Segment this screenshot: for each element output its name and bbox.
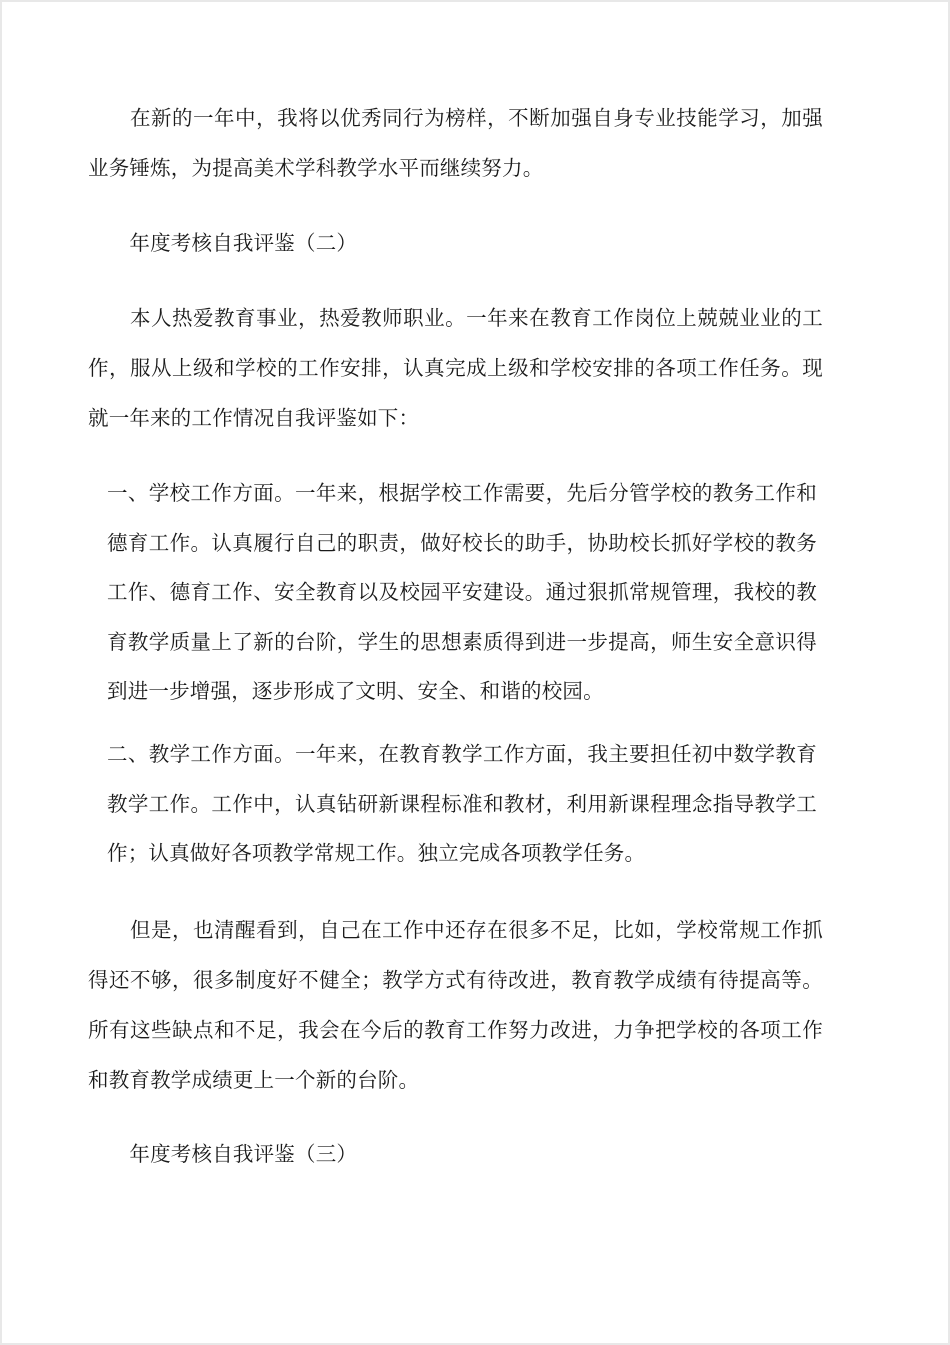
paragraph-shortcomings [88,905,823,1105]
text-line: 本人热爱教育事业，热爱教师职业。一年来在教育工作岗位上兢兢业业的工 [88,306,823,330]
heading-text: 年度考核自我评鉴（二） [88,231,358,255]
list-item-teaching-work [107,730,817,879]
section-heading-review-two [88,218,823,268]
text-line: 和教育教学成绩更上一个新的台阶。 [88,1068,420,1092]
text-line: 到进一步增强，逐步形成了文明、安全、和谐的校园。 [107,679,604,703]
text-line: 工作、德育工作、安全教育以及校园平安建设。通过狠抓常规管理，我校的教 [107,580,817,604]
text-line: 在新的一年中，我将以优秀同行为榜样，不断加强自身专业技能学习，加强 [88,106,823,130]
paragraph-closing-first-review [88,93,823,193]
heading-text: 年度考核自我评鉴（三） [88,1142,358,1166]
text-line: 得还不够，很多制度好不健全；教学方式有待改进，教育教学成绩有待提高等。 [88,968,823,992]
text-line: 二、教学工作方面。一年来，在教育教学工作方面，我主要担任初中数学教育 [107,742,817,766]
text-line: 但是，也清醒看到，自己在工作中还存在很多不足，比如，学校常规工作抓 [88,918,823,942]
text-line: 所有这些缺点和不足，我会在今后的教育工作努力改进，力争把学校的各项工作 [88,1018,823,1042]
section-heading-review-three [88,1129,823,1179]
text-line: 一、学校工作方面。一年来，根据学校工作需要，先后分管学校的教务工作和 [107,481,817,505]
document-page [2,2,948,1343]
text-line: 就一年来的工作情况自我评鉴如下： [88,406,420,430]
list-item-school-work [107,469,817,717]
text-line: 作，服从上级和学校的工作安排，认真完成上级和学校安排的各项工作任务。现 [88,356,823,380]
text-line: 作；认真做好各项教学常规工作。独立完成各项教学任务。 [107,841,646,865]
text-line: 育教学质量上了新的台阶，学生的思想素质得到进一步提高，师生安全意识得 [107,629,817,654]
paragraph-intro [88,293,823,443]
text-line: 德育工作。认真履行自己的职责，做好校长的助手，协助校长抓好学校的教务 [107,530,817,555]
text-line: 业务锤炼，为提高美术学科教学水平而继续努力。 [88,156,544,180]
text-line: 教学工作。工作中，认真钻研新课程标准和教材，利用新课程理念指导教学工 [107,791,817,816]
